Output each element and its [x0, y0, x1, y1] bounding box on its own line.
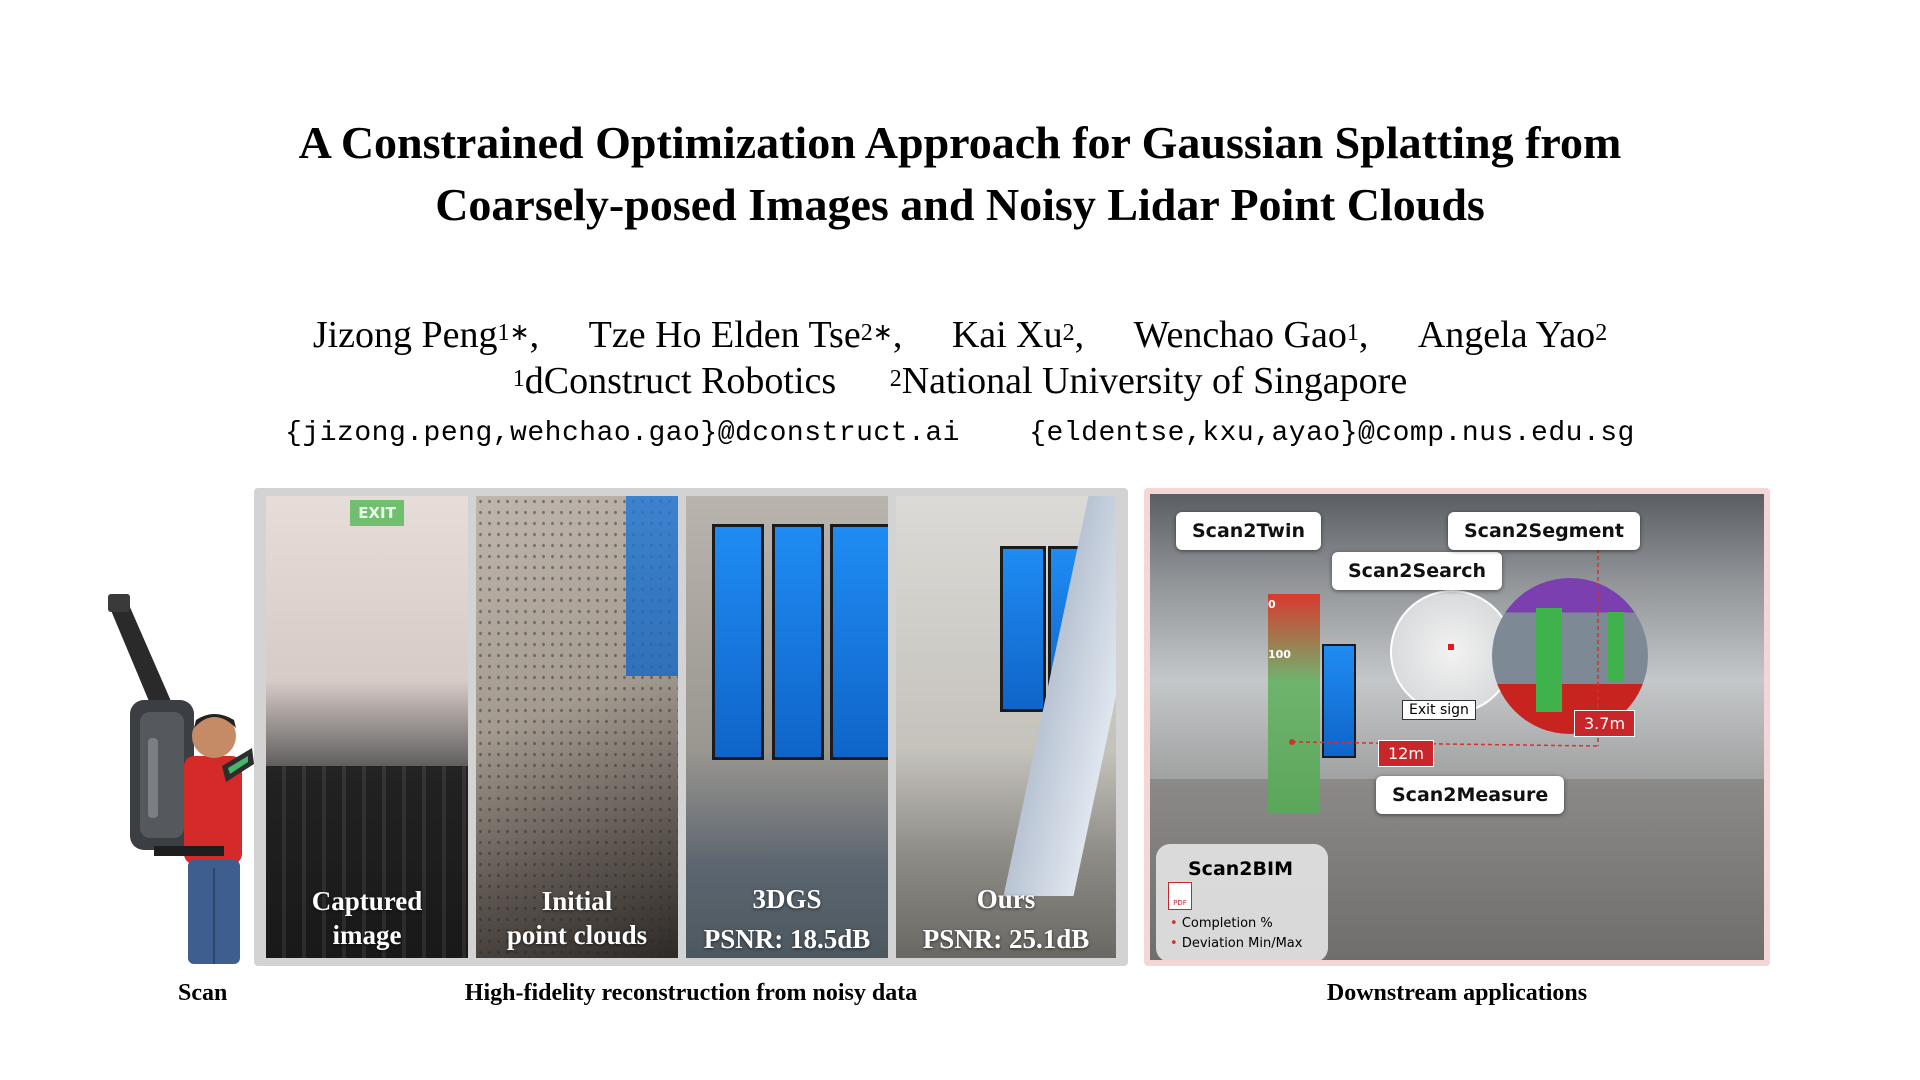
- reconstruction-panel: [254, 488, 1128, 966]
- affiliation-list: [0, 358, 1920, 404]
- exit-sign: EXIT: [350, 500, 404, 526]
- bim-item-completion: • Completion %: [1170, 916, 1273, 931]
- caption-initial-line1: Initial: [541, 886, 613, 916]
- caption-captured-line2: image: [332, 920, 402, 950]
- 3dgs-strip: [686, 496, 888, 958]
- caption-recon: High-fidelity reconstruction from noisy data: [464, 980, 918, 1006]
- scan2twin-label: Scan2Twin: [1176, 512, 1321, 550]
- title-line-2: Coarsely-posed Images and Noisy Lidar Point Clouds: [435, 179, 1485, 230]
- caption-ours-line1: Ours: [976, 884, 1036, 914]
- scanner-person-illustration: [104, 588, 254, 968]
- scan2search-label: Scan2Search: [1332, 552, 1502, 590]
- scan2bim-card: [1156, 844, 1328, 960]
- author: Wenchao Gao$^1$,: [1133, 314, 1369, 356]
- ours-strip: [896, 496, 1116, 958]
- email-dconstruct: {jizong.peng,wehchao.gao}@dconstruct.ai: [285, 418, 960, 449]
- caption-downstream: Downstream applications: [1326, 980, 1588, 1006]
- title-line-1: A Constrained Optimization Approach for Gaussian Splatting from: [298, 117, 1622, 168]
- email-list: [0, 418, 1920, 449]
- captured-image-strip: [266, 496, 468, 958]
- scan2bim-label: Scan2BIM: [1188, 858, 1293, 880]
- affiliation: $^1$dConstruct Robotics: [512, 360, 837, 402]
- initial-point-clouds-strip: [476, 496, 678, 958]
- exit-sign-label: Exit sign: [1402, 700, 1476, 720]
- caption-captured-line1: Captured: [311, 886, 423, 916]
- caption-scan: Scan: [178, 980, 228, 1006]
- author: Angela Yao$^2$: [1417, 314, 1608, 356]
- app-scene: [1150, 494, 1764, 960]
- scan2segment-label: Scan2Segment: [1448, 512, 1640, 550]
- author: Tze Ho Elden Tse$^{2∗}$,: [588, 314, 903, 356]
- author: Jizong Peng$^{1∗}$,: [312, 314, 540, 356]
- heatmap-scale-bottom: 100: [1268, 648, 1291, 661]
- author: Kai Xu$^2$,: [951, 314, 1085, 356]
- email-nus: {eldentse,kxu,ayao}@comp.nus.edu.sg: [1029, 418, 1635, 449]
- paper-title: [0, 112, 1920, 236]
- affiliation: $^2$National University of Singapore: [889, 360, 1408, 402]
- author-list: [0, 312, 1920, 358]
- heatmap-scale-top: 0: [1268, 598, 1276, 611]
- measure-37m-tag: 3.7m: [1574, 710, 1635, 737]
- downstream-apps-panel: [1144, 488, 1770, 966]
- pdf-icon: PDF: [1168, 882, 1192, 910]
- caption-initial-line2: point clouds: [506, 920, 648, 950]
- measure-12m-tag: 12m: [1378, 740, 1434, 767]
- scan2measure-label: Scan2Measure: [1376, 776, 1564, 814]
- caption-3dgs-line2: PSNR: 18.5dB: [703, 924, 871, 954]
- caption-3dgs-line1: 3DGS: [752, 884, 822, 914]
- caption-ours-line2: PSNR: 25.1dB: [922, 924, 1090, 954]
- bim-item-deviation: • Deviation Min/Max: [1170, 936, 1303, 951]
